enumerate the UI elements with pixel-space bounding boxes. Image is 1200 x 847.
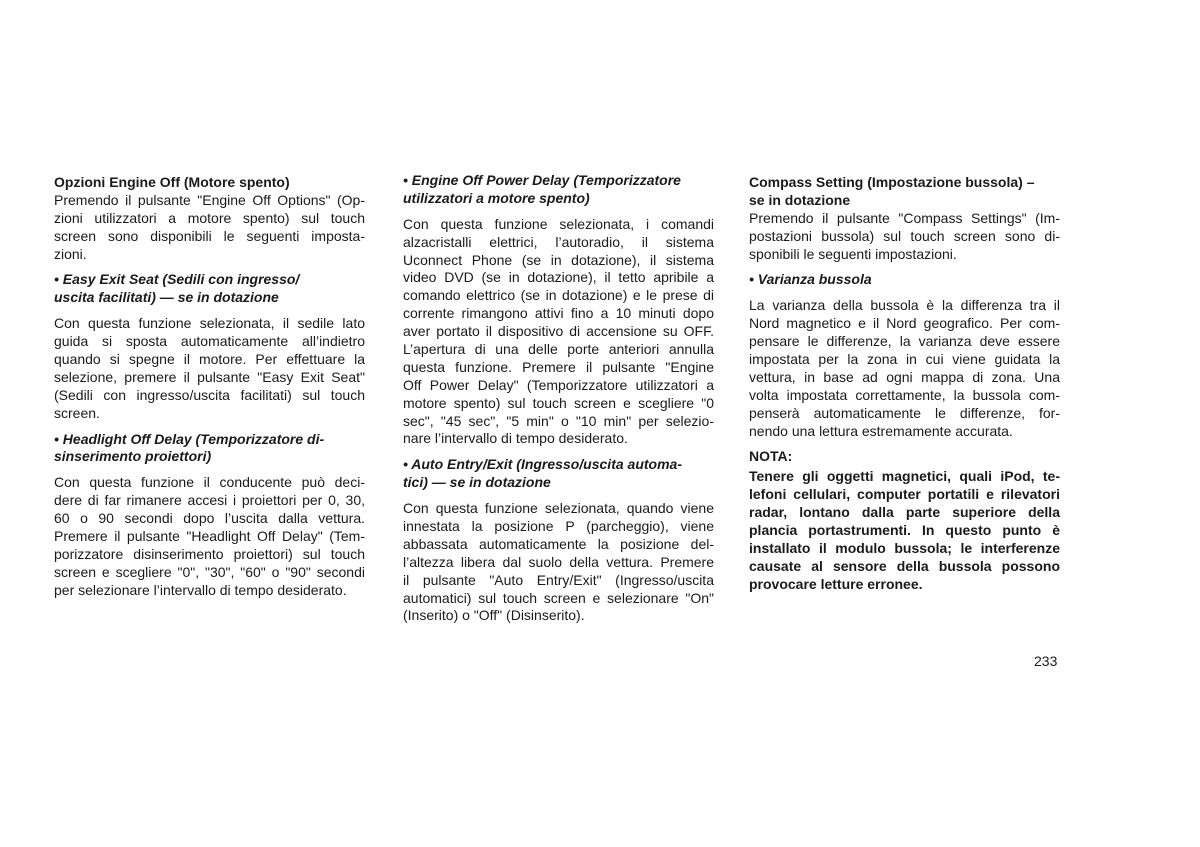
text-line: penserà automaticamente le differenze, for-	[749, 404, 1060, 421]
bullet-heading-auto-entry-exit	[403, 456, 714, 492]
text-line: plancia portastrumenti. In questo punto è	[749, 522, 1060, 539]
text-line: nendo una lettura estremamente accurata.	[749, 422, 1013, 439]
text-line: Uconnect Phone (se in dotazione), il sistema	[403, 251, 714, 268]
text-line: (Sedili con ingresso/uscita facilitati) sul touch	[54, 386, 365, 403]
paragraph-auto-entry-exit	[403, 500, 714, 625]
text-line: corrente rimangono attivi fino a 10 minuti dopo	[403, 305, 714, 322]
text-line: (Inserito) o "Off" (Disinserito).	[403, 607, 585, 624]
text-line: 60 o 90 secondi dopo l’uscita dalla vettura.	[54, 510, 365, 527]
text-line: tici) — se in dotazione	[403, 474, 551, 491]
text-line: Con questa funzione il conducente può deci-	[54, 474, 365, 491]
text-line: l’altezza libera dal suolo della vettura. Premere	[403, 553, 714, 570]
column-2	[403, 170, 714, 625]
text-line: • Headlight Off Delay (Temporizzatore di-	[54, 430, 325, 447]
text-line: comando elettrico (se in dotazione) e le prese di	[403, 287, 714, 304]
text-line: sec", "45 sec", "5 min" o "10 min" per selezio-	[403, 412, 714, 429]
text-line: Con questa funzione selezionata, i comandi	[403, 215, 714, 232]
text-line: nare l’intervallo di tempo desiderato.	[403, 430, 628, 447]
text-line: Premendo il pulsante "Compass Settings" (Im-	[749, 209, 1060, 226]
paragraph-engine-off-intro	[54, 192, 365, 264]
text-line: installato il modulo bussola; le interferenze	[749, 539, 1060, 556]
text-line: quando si spegne il motore. Per effettuare la	[54, 351, 365, 368]
paragraph-engine-off-power-delay	[403, 216, 714, 449]
text-line: se in dotazione	[749, 191, 851, 208]
text-line: automatici) sul touch screen e selezionare "On"	[403, 589, 714, 606]
text-line: selezione, premere il pulsante "Easy Exit Seat"	[54, 368, 365, 385]
text-line: zioni.	[54, 245, 87, 262]
text-line: postazioni bussola) sul touch screen sono di-	[749, 227, 1060, 244]
note-text	[749, 468, 1060, 593]
text-line: Con questa funzione selezionata, il sedile lato	[54, 315, 365, 332]
text-line: Con questa funzione selezionata, quando viene	[403, 500, 714, 517]
text-line: zioni utilizzatori a motore spento) sul touch	[54, 209, 365, 226]
paragraph-easy-exit-seat	[54, 315, 365, 422]
text-line: screen e scegliere "0", "30", "60" o "90" secondi	[54, 563, 365, 580]
section-heading-engine-off-options: Opzioni Engine Off (Motore spento)	[54, 174, 290, 190]
text-line: Compass Setting (Impostazione bussola) –	[749, 174, 1035, 190]
text-line: pensare le differenze, la varianza deve essere	[749, 333, 1060, 350]
text-line: screen.	[54, 404, 100, 421]
text-line: causate al sensore della bussola possono	[749, 557, 1060, 574]
text-line: L’apertura di una delle porte anteriori annulla	[403, 341, 714, 358]
text-line: radar, lontano dalla parte superiore della	[749, 504, 1060, 521]
text-line: utilizzatori a motore spento)	[403, 189, 590, 206]
text-line: Premere il pulsante "Headlight Off Delay" (Tem-	[54, 528, 365, 545]
text-line: Tenere gli oggetti magnetici, quali iPod, te-	[749, 468, 1060, 485]
text-line: volta impostata correttamente, la bussola com-	[749, 386, 1060, 403]
text-line: uscita facilitati) — se in dotazione	[54, 289, 279, 306]
column-1	[54, 170, 365, 600]
section-heading-compass-setting	[749, 174, 1060, 210]
bullet-heading-headlight-off-delay	[54, 431, 365, 467]
bullet-heading-varianza-bussola	[749, 271, 1060, 289]
bullet-heading-easy-exit-seat	[54, 271, 365, 307]
page-number: 233	[1034, 653, 1058, 669]
text-line: provocare letture erronee.	[749, 575, 923, 592]
text-line: • Easy Exit Seat (Sedili con ingresso/	[54, 271, 300, 288]
text-line: vettura, in base ad ogni mappa di zona. Una	[749, 368, 1060, 385]
text-line: porizzatore disinserimento proiettori) sul touch	[54, 545, 365, 562]
text-line: dere di far rimanere accesi i proiettori per 0, 30,	[54, 492, 365, 509]
text-line: La varianza della bussola è la differenza tra il	[749, 297, 1060, 314]
text-line: video DVD (se in dotazione), il tetto apribile a	[403, 269, 714, 286]
text-line: lefoni cellulari, computer portatili e rilevatori	[749, 486, 1060, 503]
text-line: • Auto Entry/Exit (Ingresso/uscita automa-	[403, 456, 682, 473]
text-line: guida si sposta automaticamente all’indietro	[54, 333, 365, 350]
text-line: il pulsante "Auto Entry/Exit" (Ingresso/uscita	[403, 571, 714, 588]
paragraph-varianza-bussola	[749, 297, 1060, 440]
column-3	[749, 170, 1060, 594]
text-line: per selezionare l’intervallo di tempo desiderato.	[54, 581, 347, 598]
text-line: Off Power Delay" (Temporizzatore utilizzatori a	[403, 376, 714, 393]
paragraph-compass-intro	[749, 210, 1060, 264]
text-line: motore spento) sul touch screen e scegliere "0	[403, 394, 714, 411]
text-line: Premendo il pulsante "Engine Off Options" (Op-	[54, 191, 365, 208]
text-line: alzacristalli elettrici, l’autoradio, il sistema	[403, 233, 714, 250]
text-line: screen sono disponibili le seguenti imposta-	[54, 227, 365, 244]
text-line: questa funzione. Premere il pulsante "Engine	[403, 358, 714, 375]
text-line: impostata per la zona in cui viene guidata la	[749, 351, 1060, 368]
text-line: aver portato il dispositivo di accensione su OFF.	[403, 323, 714, 340]
text-line: Nord magnetico e il Nord geografico. Per com-	[749, 315, 1060, 332]
text-line: • Engine Off Power Delay (Temporizzatore	[403, 172, 681, 188]
text-line: abbassata automaticamente la posizione del-	[403, 535, 714, 552]
paragraph-headlight-off-delay	[54, 474, 365, 599]
text-line: • Varianza bussola	[749, 271, 872, 288]
bullet-heading-engine-off-power-delay	[403, 172, 714, 208]
text-line: innestata la posizione P (parcheggio), viene	[403, 518, 714, 535]
text-line: sponibili le seguenti impostazioni.	[749, 245, 957, 262]
note-label: NOTA:	[749, 448, 793, 465]
text-line: sinserimento proiettori)	[54, 448, 212, 465]
